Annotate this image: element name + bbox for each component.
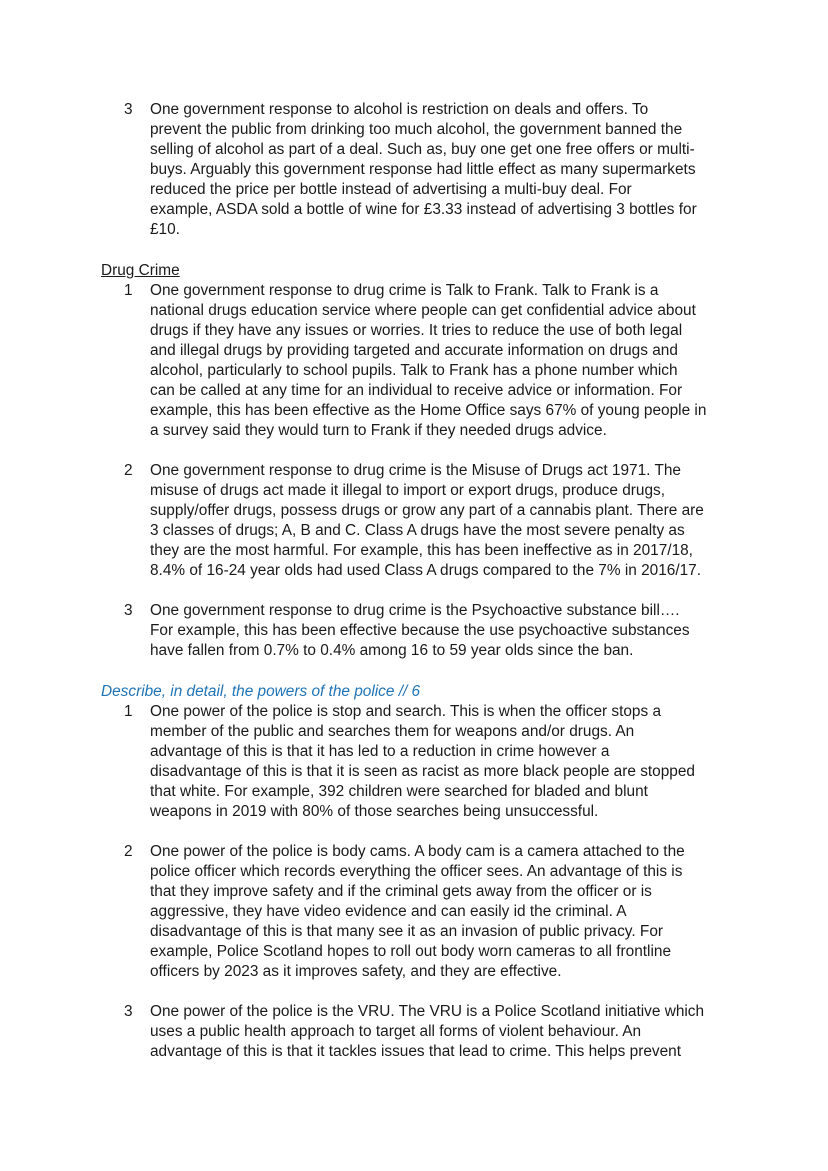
text-line: example, Police Scotland hopes to roll out body worn cameras to all frontline xyxy=(150,943,671,960)
item-text xyxy=(150,842,740,982)
text-line: advantage of this is that it tackles issues that lead to crime. This helps prevent xyxy=(150,1043,681,1060)
item-number: 1 xyxy=(124,282,133,299)
text-line: misuse of drugs act made it illegal to import or export drugs, produce drugs, xyxy=(150,482,665,499)
text-line: example, this has been effective as the Home Office says 67% of young people in xyxy=(150,402,707,419)
text-line: One power of the police is stop and search. This is when the officer stops a xyxy=(150,703,662,720)
text-line: have fallen from 0.7% to 0.4% among 16 to 59 year olds since the ban. xyxy=(150,642,634,659)
item-number: 1 xyxy=(124,703,133,720)
text-line: £10. xyxy=(150,221,180,238)
text-line: police officer which records everything the officer sees. An advantage of this is xyxy=(150,863,683,880)
item-text xyxy=(150,702,740,822)
item-text xyxy=(150,100,740,240)
text-line: One government response to drug crime is the Misuse of Drugs act 1971. The xyxy=(150,462,681,479)
text-line: national drugs education service where people can get confidential advice about xyxy=(150,302,696,319)
text-line: and illegal drugs by providing targeted and accurate information on drugs and xyxy=(150,342,678,359)
text-line: buys. Arguably this government response had little effect as many supermarkets xyxy=(150,161,696,178)
text-line: One government response to drug crime is the Psychoactive substance bill…. xyxy=(150,602,680,619)
text-line: they are the most harmful. For example, this has been ineffective as in 2017/18, xyxy=(150,542,693,559)
text-line: weapons in 2019 with 80% of those searches being unsuccessful. xyxy=(150,803,599,820)
text-line: prevent the public from drinking too much alcohol, the government banned the xyxy=(150,121,683,138)
text-line: disadvantage of this is that it is seen as racist as more black people are stopped xyxy=(150,763,695,780)
drug-crime-heading: Drug Crime xyxy=(101,262,180,279)
text-line: One government response to alcohol is restriction on deals and offers. To xyxy=(150,101,649,118)
text-line: alcohol, particularly to school pupils. Talk to Frank has a phone number which xyxy=(150,362,678,379)
item-number: 3 xyxy=(124,1003,133,1020)
item-text xyxy=(150,601,740,661)
text-line: advantage of this is that it has led to a reduction in crime however a xyxy=(150,743,610,760)
text-line: supply/offer drugs, possess drugs or grow any part of a cannabis plant. There are xyxy=(150,502,704,519)
text-line: example, ASDA sold a bottle of wine for £3.33 instead of advertising 3 bottles for xyxy=(150,201,697,218)
text-line: One government response to drug crime is Talk to Frank. Talk to Frank is a xyxy=(150,282,659,299)
text-line: that white. For example, 392 children were searched for bladed and blunt xyxy=(150,783,648,800)
text-line: a survey said they would turn to Frank if they needed drugs advice. xyxy=(150,422,607,439)
text-line: officers by 2023 as it improves safety, and they are effective. xyxy=(150,963,562,980)
text-line: drugs if they have any issues or worries. It tries to reduce the use of both legal xyxy=(150,322,683,339)
item-number: 2 xyxy=(124,843,133,860)
text-line: selling of alcohol as part of a deal. Such as, buy one get one free offers or multi- xyxy=(150,141,695,158)
text-line: uses a public health approach to target all forms of violent behaviour. An xyxy=(150,1023,642,1040)
text-line: reduced the price per bottle instead of advertising a multi-buy deal. For xyxy=(150,181,632,198)
item-number: 3 xyxy=(124,602,133,619)
text-line: can be called at any time for an individual to receive advice or information. For xyxy=(150,382,683,399)
item-number: 2 xyxy=(124,462,133,479)
item-number: 3 xyxy=(124,101,133,118)
text-line: member of the public and searches them for weapons and/or drugs. An xyxy=(150,723,635,740)
text-line: disadvantage of this is that many see it as an invasion of public privacy. For xyxy=(150,923,664,940)
item-text xyxy=(150,461,740,581)
item-text xyxy=(150,1002,740,1062)
text-line: aggressive, they have video evidence and can easily id the criminal. A xyxy=(150,903,627,920)
text-line: For example, this has been effective because the use psychoactive substances xyxy=(150,622,690,639)
text-line: One power of the police is body cams. A body cam is a camera attached to the xyxy=(150,843,685,860)
text-line: 3 classes of drugs; A, B and C. Class A drugs have the most severe penalty as xyxy=(150,522,685,539)
text-line: that they improve safety and if the criminal gets away from the officer or is xyxy=(150,883,652,900)
text-line: 8.4% of 16-24 year olds had used Class A drugs compared to the 7% in 2016/17. xyxy=(150,562,701,579)
item-text xyxy=(150,281,740,441)
text-line: One power of the police is the VRU. The VRU is a Police Scotland initiative which xyxy=(150,1003,705,1020)
police-powers-heading: Describe, in detail, the powers of the police // 6 xyxy=(101,683,421,700)
